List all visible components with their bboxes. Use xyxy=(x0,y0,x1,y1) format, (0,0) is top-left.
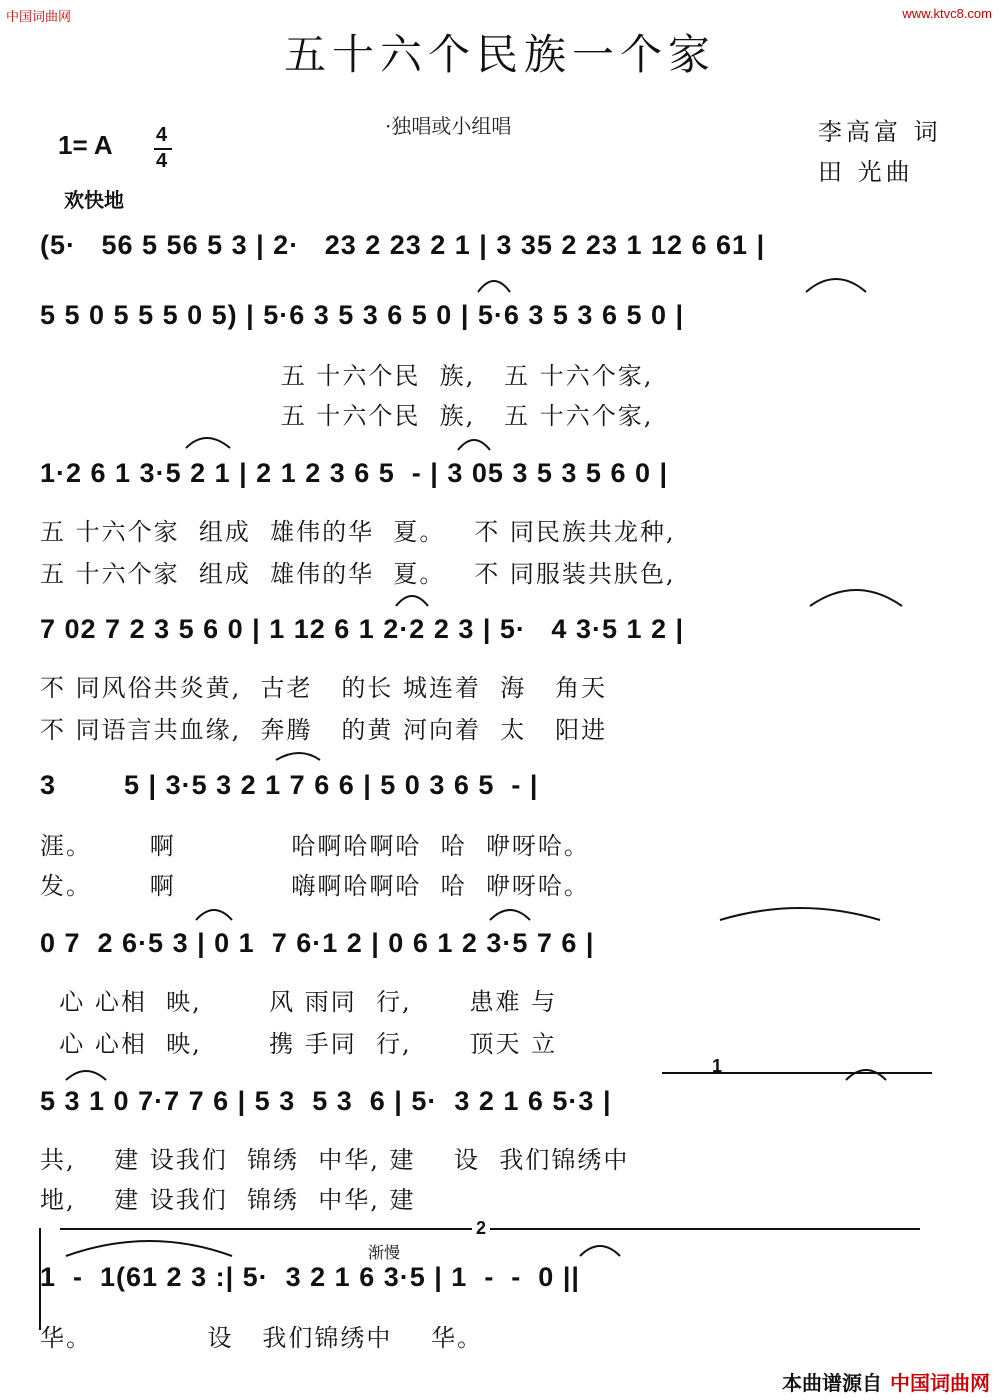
site-name-left: 中国词曲网 xyxy=(6,9,72,24)
score-row-6-lyric-2: 心 心相 映, 携 手同 行, 顶天 立 xyxy=(40,1030,558,1058)
score-row-2-lyric-2: 五 十六个民 族, 五 十六个家, xyxy=(40,402,654,430)
score-row-2-lyric-1: 五 十六个民 族, 五 十六个家, xyxy=(40,362,654,390)
score-row-6-lyric-1: 心 心相 映, 风 雨同 行, 患难 与 xyxy=(40,988,558,1016)
score-row-4-lyric-1: 不 同风俗共炎黄, 古老 的长 城连着 海 角天 xyxy=(40,674,608,702)
score-row-4-lyric-2: 不 同语言共血缘, 奔腾 的黄 河向着 太 阳进 xyxy=(40,716,608,744)
site-url-right: www.ktvc8.com xyxy=(902,6,992,21)
score-row-8-lyric-1: 华。 设 我们锦绣中 华。 xyxy=(40,1324,483,1352)
score-row-3-lyric-2: 五 十六个家 组成 雄伟的华 夏。 不 同服装共肤色, xyxy=(40,560,676,588)
lyricist-credit: 李高富 词 xyxy=(818,118,942,146)
score-row-7-notes: 5 3 1 0 7·7 7 6 | 5 3 5 3 6 | 5· 3 2 1 6 5·3 | xyxy=(40,1086,612,1116)
footer-source-site: 中国词曲网 xyxy=(890,1371,990,1395)
ritardando-marking: 渐慢 xyxy=(368,1243,401,1262)
score-row-7-lyric-1: 共, 建 设我们 锦绣 中华, 建 设 我们锦绣中 xyxy=(40,1146,630,1174)
score-row-1-notes: (5· 56 5 56 5 3 | 2· 23 2 23 2 1 | 3 35 2 23 1 12 6 61 | xyxy=(40,230,766,260)
score-row-7-lyric-2: 地, 建 设我们 锦绣 中华, 建 xyxy=(40,1186,416,1214)
performance-note: ·独唱或小组唱 xyxy=(385,114,512,138)
score-row-2-notes: 5 5 0 5 5 5 0 5) | 5·6 3 5 3 6 5 0 | 5·6 3 5 3 6 5 0 | xyxy=(40,300,685,330)
song-title: 五十六个民族一个家 xyxy=(283,30,716,79)
composer-credit: 田 光曲 xyxy=(818,158,914,186)
volta-label-2: 2 xyxy=(472,1218,490,1239)
score-row-3-lyric-1: 五 十六个家 组成 雄伟的华 夏。 不 同民族共龙种, xyxy=(40,518,676,546)
footer-source-label: 本曲谱源自 xyxy=(782,1371,882,1395)
score-row-4-notes: 7 02 7 2 3 5 6 0 | 1 12 6 1 2·2 2 3 | 5· 4 3·5 1 2 | xyxy=(40,614,685,644)
tempo-marking: 欢快地 xyxy=(64,188,124,212)
score-row-5-notes: 3 5 | 3·5 3 2 1 7 6 6 | 5 0 3 6 5 - | xyxy=(40,770,539,800)
score-row-6-notes: 0 7 2 6·5 3 | 0 1 7 6·1 2 | 0 6 1 2 3·5 7 6 | xyxy=(40,928,595,958)
time-signature-bottom: 4 xyxy=(156,150,168,172)
score-row-5-lyric-2: 发。 啊 嗨啊哈啊哈 哈 咿呀哈。 xyxy=(40,872,590,900)
score-row-3-notes: 1·2 6 1 3·5 2 1 | 2 1 2 3 6 5 - | 3 05 3 5 3 5 6 0 | xyxy=(40,458,669,488)
volta-label-1: 1 xyxy=(712,1056,723,1076)
key-signature: 1= A xyxy=(58,130,113,160)
score-row-8-notes: 1 - 1(61 2 3 :| 5· 3 2 1 6 3·5 | 1 - - 0 || xyxy=(40,1262,580,1292)
score-row-5-lyric-1: 涯。 啊 哈啊哈啊哈 哈 咿呀哈。 xyxy=(40,832,590,860)
time-signature-top: 4 xyxy=(156,124,168,146)
